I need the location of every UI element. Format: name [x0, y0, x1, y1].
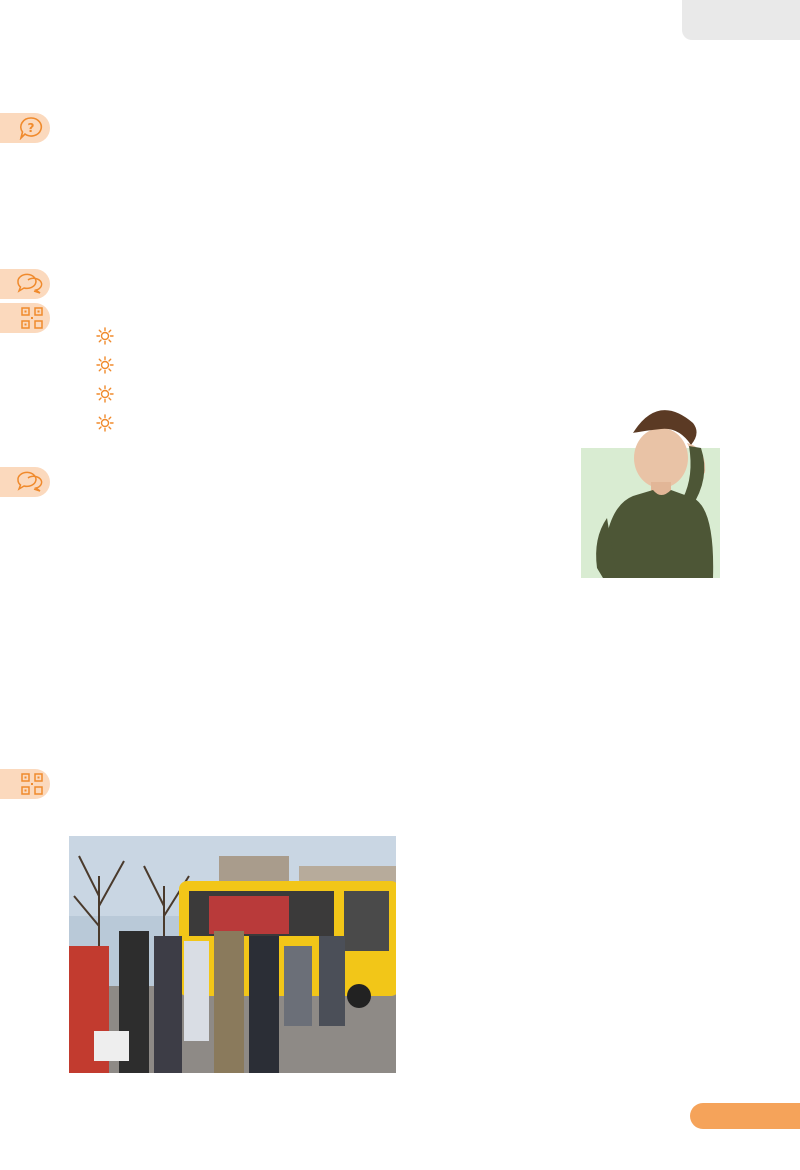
decorative-dashes-bottom — [0, 1093, 800, 1101]
decorative-dots-top — [0, 26, 800, 40]
sun-bullet-icon — [96, 327, 114, 345]
sun-bullet-icon — [96, 356, 114, 374]
chat-bubbles-icon — [14, 470, 44, 494]
question-badge — [0, 113, 50, 143]
qr-badge — [0, 303, 50, 333]
sun-bullet-icon — [96, 414, 114, 432]
photo-thinking-teen — [581, 448, 720, 578]
page-number — [690, 1103, 800, 1129]
qr-code-icon — [20, 306, 44, 330]
question-icon — [18, 116, 44, 140]
sun-bullet-icon — [96, 385, 114, 403]
chat-badge — [0, 467, 50, 497]
chat-bubbles-icon — [14, 272, 44, 296]
svg-text:?: ? — [27, 121, 35, 135]
qr-badge — [0, 769, 50, 799]
to-contents-link[interactable] — [682, 0, 800, 40]
photo-evacuation-bus — [69, 836, 396, 1073]
qr-code-icon — [20, 772, 44, 796]
chat-badge — [0, 269, 50, 299]
